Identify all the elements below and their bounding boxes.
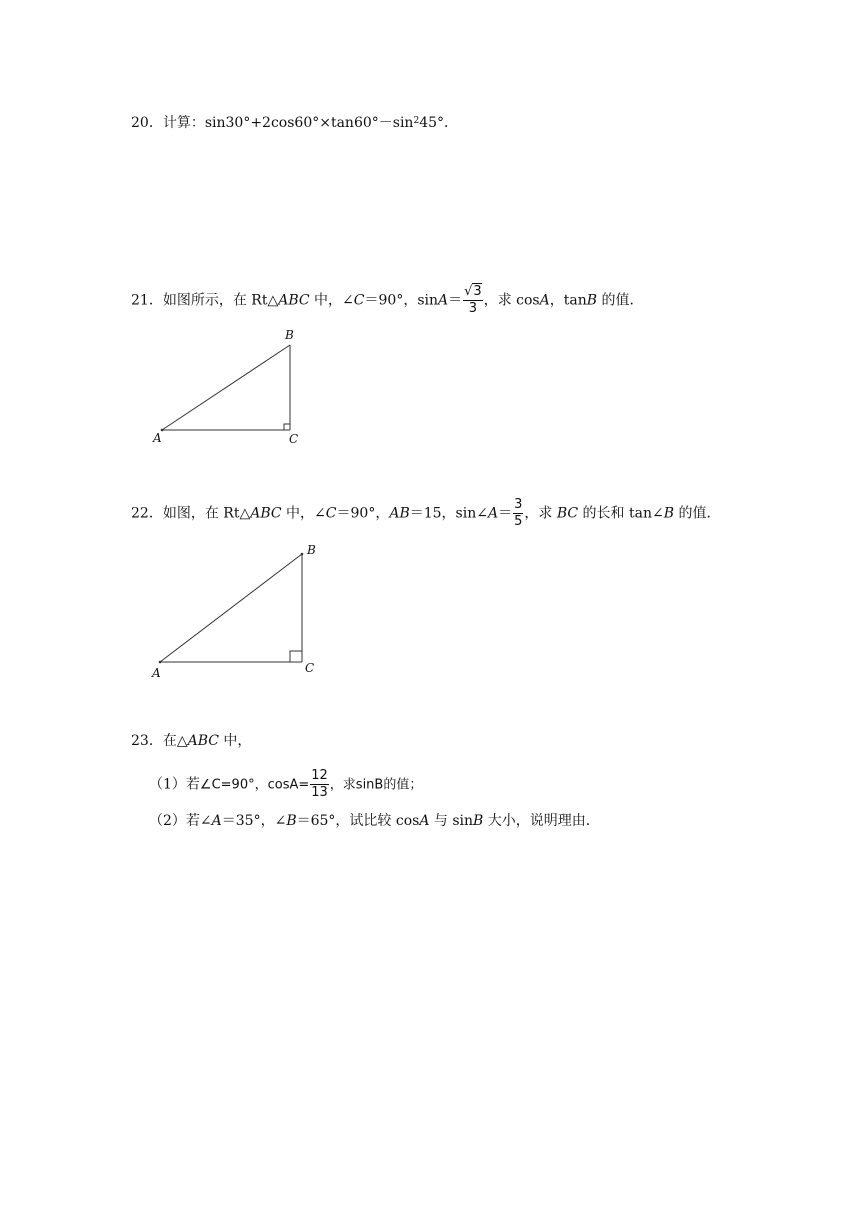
question-lead: 计算：: [162, 115, 205, 131]
text: 的长和 tan∠: [578, 505, 664, 522]
var-a: A: [487, 505, 499, 522]
text: ＝90°，: [336, 505, 390, 522]
fraction-denominator: 13: [311, 785, 328, 800]
text: ，求 cos: [483, 292, 540, 309]
exponent: 2: [413, 116, 420, 126]
right-angle-mark: [284, 424, 290, 430]
text: 大小，说明理由．: [483, 813, 600, 829]
label-b: B: [285, 328, 294, 342]
text: ＝: [498, 505, 513, 522]
text: ∠C=90°，cosA=: [199, 777, 310, 793]
fraction-numerator: 12: [311, 768, 328, 783]
triangle-figure-22: [145, 538, 345, 683]
expression: sin30°+2cos60°×tan60°－sin: [204, 115, 414, 131]
triangle-figure-21: [145, 322, 345, 452]
question-number: 21．: [131, 292, 163, 309]
var-ab: AB: [389, 505, 410, 522]
text: 在△: [162, 733, 188, 749]
text: 中，∠: [309, 292, 354, 309]
text: ＝: [448, 292, 463, 309]
label-a: A: [152, 666, 161, 680]
var-b: B: [473, 813, 484, 829]
var-a: A: [211, 813, 222, 829]
text: 中，∠: [281, 505, 326, 522]
var-b: B: [286, 813, 297, 829]
label-c: C: [289, 432, 299, 446]
question-23: [131, 731, 251, 751]
label-a: A: [153, 431, 162, 445]
question-number: 20．: [131, 115, 163, 131]
var-bc: BC: [556, 505, 579, 522]
label-c: C: [305, 661, 315, 675]
question-21: [131, 285, 643, 316]
text: ＝15，sin∠: [409, 505, 488, 522]
var-a: A: [539, 292, 550, 309]
text: ，求sinB的值；: [329, 777, 423, 793]
text: 如图所示，在 Rt△: [162, 292, 279, 309]
text: ，tan: [549, 292, 587, 309]
var-c: C: [325, 505, 337, 522]
text: 如图，在 Rt△: [162, 505, 251, 522]
var-c: C: [353, 292, 365, 309]
question-23-part-2: [149, 811, 600, 831]
var-a: A: [438, 292, 449, 309]
fraction-numerator: 3: [514, 497, 523, 512]
text: 与 sin: [429, 813, 474, 829]
vertex-a: [159, 661, 162, 664]
fraction-3-over-5: [513, 498, 523, 529]
fraction-denominator: 5: [514, 514, 523, 529]
text: ＝65°，试比较 cos: [296, 813, 420, 829]
triangle-name: ABC: [187, 733, 219, 749]
part-label: （1）若: [149, 776, 200, 793]
triangle-name: ABC: [250, 505, 282, 522]
text: 的值．: [674, 505, 721, 522]
text: ＝35°，∠: [221, 813, 287, 829]
sqrt-icon: √: [464, 284, 473, 299]
text: 的值．: [597, 292, 644, 309]
text: ＝90°，sin: [364, 292, 438, 309]
text: ，求: [524, 505, 557, 522]
question-number: 22．: [131, 505, 163, 522]
text: 中，: [218, 733, 252, 749]
side-ab: [160, 554, 302, 662]
var-b: B: [663, 505, 675, 522]
question-number: 23．: [131, 733, 163, 749]
var-a: A: [419, 813, 430, 829]
fraction-denominator: 3: [468, 301, 478, 316]
fraction-sqrt3-over-3: [463, 285, 483, 316]
triangle-name: ABC: [278, 292, 310, 309]
vertex-b: [301, 553, 304, 556]
question-20: [131, 113, 458, 133]
expression-tail: 45°．: [419, 115, 459, 131]
side-ab: [162, 345, 290, 430]
question-23-part-1: [149, 769, 422, 800]
label-b: B: [307, 543, 316, 557]
var-b: B: [586, 292, 598, 309]
right-angle-mark: [290, 651, 302, 662]
fraction-12-over-13: [310, 769, 329, 800]
part-label: （2）若∠: [149, 813, 212, 829]
question-22: [131, 498, 720, 529]
fraction-numerator: 3: [473, 284, 482, 299]
